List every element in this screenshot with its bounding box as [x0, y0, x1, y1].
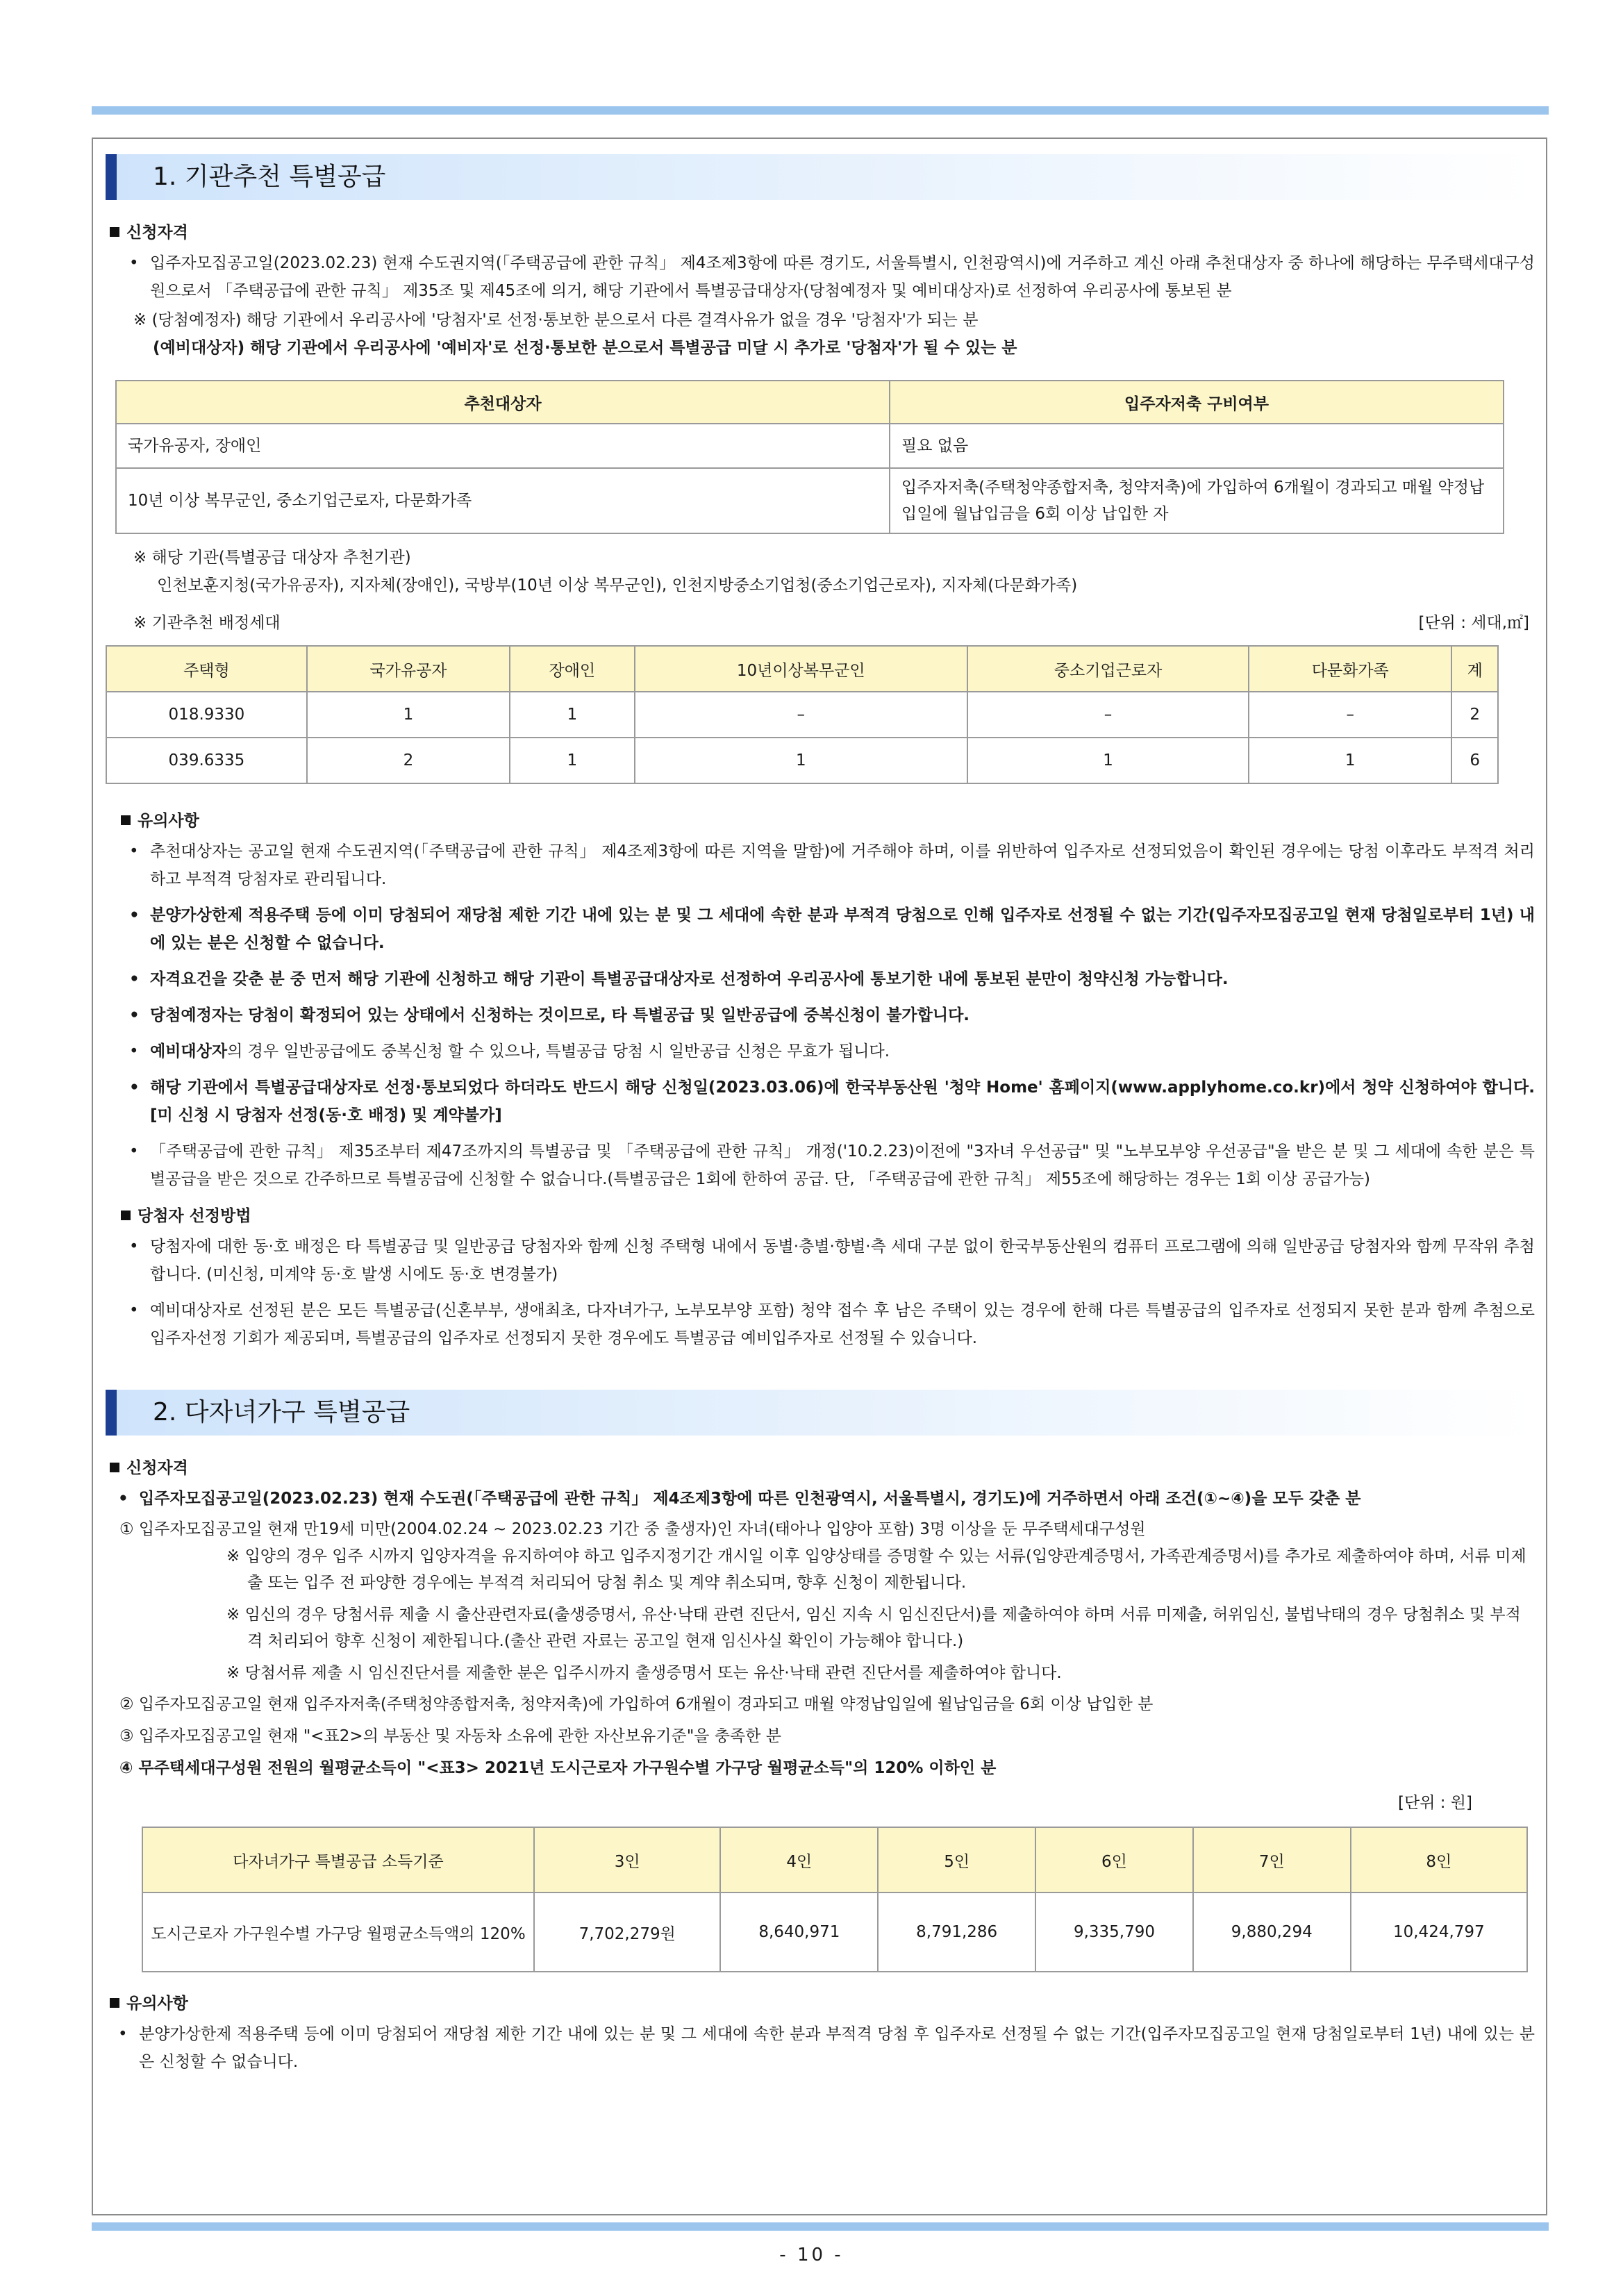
t2-cell: 2 — [1451, 692, 1498, 738]
s1-caution-6: • 해당 기관에서 특별공급대상자로 선정·통보되었다 하더라도 반드시 해당 신청일(2023.03.06)에 한국부동산원 '청약 Home' 홈페이지(www.applyhome.co.kr)에서 청약 신청하여야 합니다. [미 신청 시 당첨자 선정(동·호 배정) 및 계약불가] — [122, 1074, 1535, 1129]
alloc-note: ※ 기관추천 배정세대 — [133, 614, 281, 632]
t3-cell: 10,424,797 — [1351, 1892, 1527, 1972]
t2-header: 계 — [1451, 646, 1498, 692]
section-2-title: 2. 다자녀가구 특별공급 — [106, 1390, 1535, 1436]
t2-cell: 1 — [510, 738, 634, 783]
t2-cell: 039.6335 — [106, 738, 307, 783]
t3-cell: 7,702,279원 — [534, 1892, 720, 1972]
alloc-unit-line — [133, 609, 1529, 637]
page-content — [104, 154, 1535, 2084]
s1-caution-3: • 자격요건을 갖춘 분 중 먼저 해당 기관에 신청하고 해당 기관이 특별공급대상자로 선정하여 우리공사에 통보기한 내에 통보된 분만이 청약신청 가능합니다. — [122, 965, 1535, 993]
t2-cell: – — [635, 692, 967, 738]
section-1-title: 1. 기관추천 특별공급 — [106, 154, 1535, 200]
t3-header: 5인 — [878, 1827, 1035, 1892]
table-row — [142, 1892, 1527, 1972]
t1-header-savings: 입주자저축 구비여부 — [890, 381, 1504, 424]
s2-unit-label: [단위 : 원] — [1398, 1794, 1472, 1812]
bottom-rule — [92, 2222, 1549, 2231]
s1-caution-4: • 당첨예정자는 당첨이 확정되어 있는 상태에서 신청하는 것이므로, 타 특별공급 및 일반공급에 중복신청이 불가합니다. — [122, 1001, 1535, 1029]
square-bullet-icon — [110, 1998, 119, 2008]
s2-cond-1: ① 입주자모집공고일 현재 만19세 미만(2004.02.24 ~ 2023.02.23 기간 중 출생자)인 자녀(태아나 입양아 포함) 3명 이상을 둔 무주택세대구성원 — [119, 1520, 1146, 1538]
s2-eligibility-text: • 입주자모집공고일(2023.02.23) 현재 수도권(「주택공급에 관한 규칙」 제4조제3항에 따른 인천광역시, 서울특별시, 경기도)에 거주하면서 아래 조건(①~④)을 모두 갖춘 분 — [111, 1485, 1535, 1513]
t2-header: 국가유공자 — [307, 646, 510, 692]
t3-header: 6인 — [1035, 1827, 1193, 1892]
square-bullet-icon — [121, 815, 131, 825]
table-row — [116, 424, 1504, 468]
s1-caution-1: • 추천대상자는 공고일 현재 수도권지역(「주택공급에 관한 규칙」 제4조제3항에 따른 지역을 말함)에 거주해야 하며, 이를 위반하여 입주자로 선정되었음이 확인된 경우에는 당첨 이후라도 부적격 처리하고 부적격 당첨자로 관리됩니다. — [122, 838, 1535, 893]
s1-caution-7: • 「주택공급에 관한 규칙」 제35조부터 제47조까지의 특별공급 및 「주택공급에 관한 규칙」 개정('10.2.23)이전에 "3자녀 우선공급" 및 "노부모부양 우선공급"을 받은 분 및 그 세대에 속한 분은 특별공급을 받은 것으로 간주하므로 특별공급에 신청할 수 없습니다.(특별공급은 1회에 한하여 공급. 단, 「주택공급에 관한 규칙」 제55조에 해당하는 경우는 1회 이상 공급가능) — [122, 1138, 1535, 1193]
s1-note-reserve: (예비대상자) 해당 기관에서 우리공사에 '예비자'로 선정·통보한 분으로서 특별공급 미달 시 추가로 '당첨자'가 될 수 있는 분 — [153, 339, 1017, 357]
s1-selection-heading: 당첨자 선정방법 — [121, 1203, 1535, 1226]
s2-cond-4: ④ 무주택세대구성원 전원의 월평균소득이 "<표3> 2021년 도시근로자 가구원수별 가구당 월평균소득"의 120% 이하인 분 — [119, 1759, 997, 1777]
t2-cell: – — [1249, 692, 1451, 738]
s2-cond-1-note-3: ※ 당첨서류 제출 시 임신진단서를 제출한 분은 입주시까지 출생증명서 또는 유산·낙태 관련 진단서를 제출하여야 합니다. — [226, 1664, 1062, 1682]
t1-cell: 입주자저축(주택청약종합저축, 청약저축)에 가입하여 6개월이 경과되고 매월 약정납입일에 월납입금을 6회 이상 납입한 자 — [890, 468, 1504, 533]
t2-cell: – — [967, 692, 1249, 738]
t2-header: 다문화가족 — [1249, 646, 1451, 692]
org-list: 인천보훈지청(국가유공자), 지자체(장애인), 국방부(10년 이상 복무군인), 인천지방중소기업청(중소기업근로자), 지자체(다문화가족) — [157, 576, 1078, 594]
s2-cond-2: ② 입주자모집공고일 현재 입주자저축(주택청약종합저축, 청약저축)에 가입하여 6개월이 경과되고 매월 약정납입일에 월납입금을 6회 이상 납입한 분 — [119, 1695, 1154, 1713]
t2-cell: 1 — [510, 692, 634, 738]
t2-cell: 6 — [1451, 738, 1498, 783]
t3-cell: 8,791,286 — [878, 1892, 1035, 1972]
s2-caution-heading: 유의사항 — [110, 1990, 1535, 2013]
page-number: - 10 - — [779, 2245, 844, 2265]
t3-header: 7인 — [1193, 1827, 1351, 1892]
square-bullet-icon — [110, 227, 119, 237]
org-note: ※ 해당 기관(특별공급 대상자 추천기관) — [133, 549, 411, 567]
s1-eligibility-text: • 입주자모집공고일(2023.02.23) 현재 수도권지역(「주택공급에 관한 규칙」 제4조제3항에 따른 경기도, 서울특별시, 인천광역시)에 거주하고 계신 아래 추천대상자 중 하나에 해당하는 무주택세대구성원으로서 「주택공급에 관한 규칙」 제35조 및 제45조에 의거, 해당 기관에서 특별공급대상자(당첨예정자 및 예비대상자)로 선정하여 우리공사에 통보된 분 — [122, 249, 1535, 305]
t3-cell: 9,335,790 — [1035, 1892, 1193, 1972]
s1-selection-1: • 당첨자에 대한 동·호 배정은 타 특별공급 및 일반공급 당첨자와 함께 신청 주택형 내에서 동별·층별·향별·측 세대 구분 없이 한국부동산원의 컴퓨터 프로그램에 의해 일반공급 당첨자와 함께 무작위 추첨합니다. (미신청, 미계약 동·호 발생 시에도 동·호 변경불가) — [122, 1233, 1535, 1288]
t3-cell: 9,880,294 — [1193, 1892, 1351, 1972]
t3-header: 8인 — [1351, 1827, 1527, 1892]
table-row — [116, 468, 1504, 533]
section-2-eligibility-heading: 신청자격 — [110, 1455, 1535, 1478]
t3-cell: 8,640,971 — [720, 1892, 878, 1972]
t2-cell: 1 — [1249, 738, 1451, 783]
top-rule — [92, 106, 1549, 115]
s1-caution-5: • 예비대상자의 경우 일반공급에도 중복신청 할 수 있으나, 특별공급 당첨 시 일반공급 신청은 무효가 됩니다. — [122, 1038, 1535, 1065]
s2-caution-1: • 분양가상한제 적용주택 등에 이미 당첨되어 재당첨 제한 기간 내에 있는 분 및 그 세대에 속한 분과 부적격 당첨 후 입주자로 선정될 수 없는 기간(입주자모집공고일 현재 당첨일로부터 1년) 내에 있는 분은 신청할 수 없습니다. — [111, 2020, 1535, 2076]
t2-header: 중소기업근로자 — [967, 646, 1249, 692]
t2-cell: 1 — [967, 738, 1249, 783]
s1-caution-heading: 유의사항 — [121, 808, 1535, 831]
table-row — [106, 692, 1498, 738]
square-bullet-icon — [110, 1463, 119, 1472]
square-bullet-icon — [121, 1211, 131, 1220]
t2-cell: 1 — [307, 692, 510, 738]
s1-caution-2: • 분양가상한제 적용주택 등에 이미 당첨되어 재당첨 제한 기간 내에 있는 분 및 그 세대에 속한 분과 부적격 당첨으로 인해 입주자로 선정될 수 없는 기간(입주자모집공고일 현재 당첨일로부터 1년) 내에 있는 분은 신청할 수 없습니다. — [122, 901, 1535, 957]
t3-header: 다자녀가구 특별공급 소득기준 — [142, 1827, 534, 1892]
t1-header-target: 추천대상자 — [116, 381, 890, 424]
t2-cell: 018.9330 — [106, 692, 307, 738]
t2-header: 10년이상복무군인 — [635, 646, 967, 692]
s2-cond-1-note-1: ※ 입양의 경우 입주 시까지 입양자격을 유지하여야 하고 입주지정기간 개시일 이후 입양상태를 증명할 수 있는 서류(입양관계증명서, 가족관계증명서)를 추가로 제출하여야 하며, 서류 미제출 또는 입주 전 파양한 경우에는 부적격 처리되어 당첨 취소 및 계약 취소되며, 향후 신청이 제한됩니다. — [226, 1547, 1526, 1592]
t2-cell: 2 — [307, 738, 510, 783]
s1-note-winner: ※ (당첨예정자) 해당 기관에서 우리공사에 '당첨자'로 선정·통보한 분으로서 다른 결격사유가 없을 경우 '당첨자'가 되는 분 — [133, 311, 979, 329]
t1-cell: 10년 이상 복무군인, 중소기업근로자, 다문화가족 — [116, 468, 890, 533]
s2-cond-3: ③ 입주자모집공고일 현재 "<표2>의 부동산 및 자동차 소유에 관한 자산보유기준"을 충족한 분 — [119, 1727, 782, 1745]
t2-header: 주택형 — [106, 646, 307, 692]
income-table — [142, 1827, 1528, 1972]
t1-cell: 필요 없음 — [890, 424, 1504, 468]
recommendation-table — [115, 380, 1504, 534]
t3-cell: 도시근로자 가구원수별 가구당 월평균소득액의 120% — [142, 1892, 534, 1972]
t2-header: 장애인 — [510, 646, 634, 692]
table-row — [106, 738, 1498, 783]
t2-cell: 1 — [635, 738, 967, 783]
s2-cond-1-note-2: ※ 임신의 경우 당첨서류 제출 시 출산관련자료(출생증명서, 유산·낙태 관련 진단서, 임신 지속 시 임신진단서)를 제출하여야 하며 서류 미제출, 허위임신, 불법낙태의 경우 당첨취소 및 부적격 처리되어 향후 신청이 제한됩니다.(출산 관련 자료는 공고일 현재 임신사실 확인이 가능해야 합니다.) — [226, 1606, 1521, 1650]
allocation-table — [106, 645, 1499, 784]
s1-selection-2: • 예비대상자로 선정된 분은 모든 특별공급(신혼부부, 생애최초, 다자녀가구, 노부모부양 포함) 청약 접수 후 남은 주택이 있는 경우에 한해 다른 특별공급의 입주자로 선정되지 못한 분과 함께 추첨으로 입주자선정 기회가 제공되며, 특별공급의 입주자로 선정되지 못한 경우에도 특별공급 예비입주자로 선정될 수 있습니다. — [122, 1297, 1535, 1352]
t1-cell: 국가유공자, 장애인 — [116, 424, 890, 468]
unit-label: [단위 : 세대,㎡] — [1418, 614, 1529, 632]
section-1-eligibility-heading: 신청자격 — [110, 219, 1535, 242]
t3-header: 4인 — [720, 1827, 878, 1892]
t3-header: 3인 — [534, 1827, 720, 1892]
